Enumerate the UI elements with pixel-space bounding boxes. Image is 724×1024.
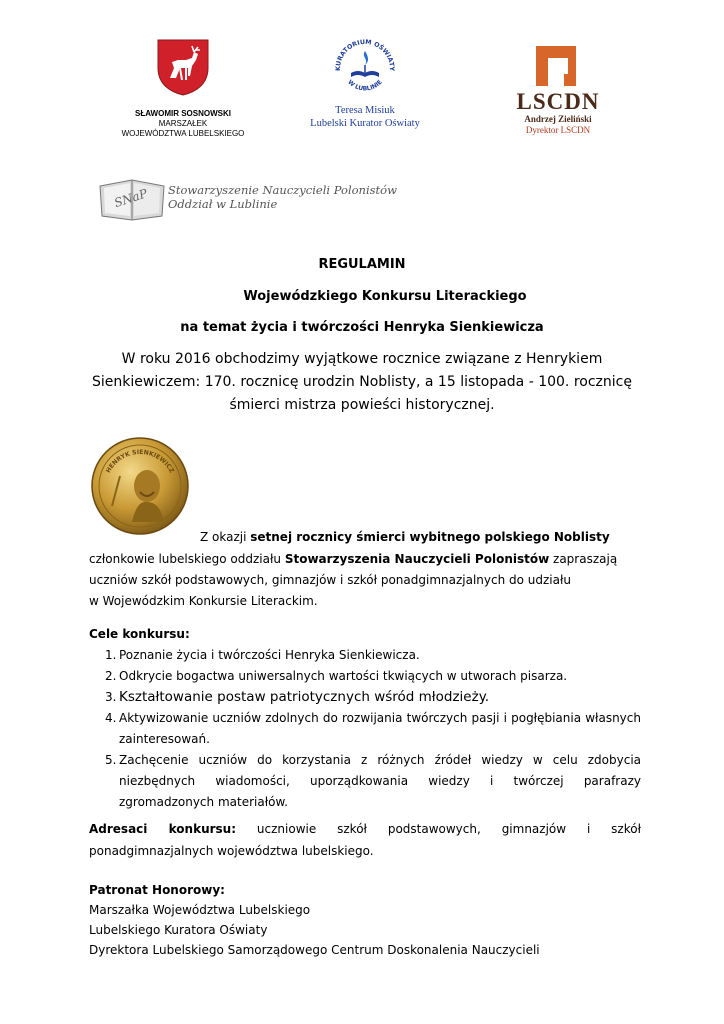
intro-line-3: śmierci mistrza powieści historycznej. bbox=[229, 397, 495, 413]
list-item bbox=[89, 666, 641, 687]
seal-bottom-text: W LUBLINIE bbox=[346, 78, 384, 93]
lscdn-logo-text: LSCDN bbox=[516, 89, 600, 114]
addressees-line-1 bbox=[89, 820, 641, 838]
occasion-text-1b: setnej rocznicy śmierci wybitnego polskiego Noblisty bbox=[250, 530, 610, 544]
occasion-text-2c: zapraszają bbox=[549, 552, 618, 566]
association-branch: Oddział w Lublinie bbox=[168, 197, 278, 211]
lscdn-caption bbox=[503, 90, 613, 136]
list-item-number: 3. bbox=[105, 690, 117, 704]
marshal-caption bbox=[118, 108, 248, 139]
patronage-item-lscdn: Dyrektora Lubelskiego Samorządowego Centrum Doskonalenia Nauczycieli bbox=[89, 943, 540, 957]
list-item-number: 5. bbox=[105, 753, 117, 767]
goals-heading: Cele konkursu: bbox=[89, 627, 190, 641]
document-subtitle: Wojewódzkiego Konkursu Literackiego bbox=[243, 289, 527, 304]
addressees-line-2: ponadgimnazjalnych województwa lubelskiego. bbox=[89, 844, 374, 858]
lscdn-logo-icon bbox=[534, 44, 578, 88]
list-item bbox=[89, 708, 641, 750]
list-item-text: Kształtowanie postaw patriotycznych wśród młodzieży. bbox=[119, 689, 490, 705]
occasion-line-4: w Wojewódzkim Konkursie Literackim. bbox=[89, 594, 318, 608]
occasion-line-3: uczniów szkół podstawowych, gimnazjów i szkół ponadgimnazjalnych do udziału bbox=[89, 573, 572, 587]
list-item-number: 1. bbox=[105, 648, 117, 662]
document-topic: na temat życia i twórczości Henryka Sienkiewicza bbox=[180, 320, 544, 335]
seal-top-text: KURATORIUM OŚWIATY bbox=[334, 38, 396, 72]
marshal-name: SŁAWOMIR SOSNOWSKI bbox=[135, 109, 231, 118]
snap-book-logo-icon bbox=[96, 172, 168, 224]
patronage-item-marshal: Marszałka Województwa Lubelskiego bbox=[89, 903, 311, 917]
goals-list bbox=[89, 645, 641, 813]
lscdn-director-role: Dyrektor LSCDN bbox=[525, 125, 591, 135]
kuratorium-seal-icon bbox=[330, 31, 400, 101]
sienkiewicz-coin-icon bbox=[90, 436, 190, 536]
patronage-item-kurator: Lubelskiego Kuratora Oświaty bbox=[89, 923, 268, 937]
occasion-text-2b: Stowarzyszenia Nauczycieli Polonistów bbox=[284, 552, 550, 566]
coin-inscription: HENRYK SIENKIEWICZ bbox=[104, 448, 176, 475]
occasion-line-2 bbox=[89, 550, 617, 568]
svg-text:W LUBLINIE bbox=[346, 79, 383, 93]
occasion-line-1 bbox=[200, 528, 610, 546]
lscdn-director-name: Andrzej Zieliński bbox=[524, 114, 592, 124]
list-item-number: 2. bbox=[105, 669, 117, 683]
addressees-text-1: uczniowie szkół podstawowych, gimnazjów i szkół bbox=[256, 822, 642, 836]
list-item bbox=[89, 750, 641, 813]
list-item-text: Aktywizowanie uczniów zdolnych do rozwijania twórczych pasji i pogłębiania własnych zainteresowań. bbox=[119, 711, 641, 746]
list-item-number: 4. bbox=[105, 711, 117, 725]
list-item-text: Poznanie życia i twórczości Henryka Sienkiewicza. bbox=[119, 648, 420, 662]
kurator-role: Lubelski Kurator Oświaty bbox=[310, 118, 420, 129]
document-title: REGULAMIN bbox=[318, 257, 406, 272]
marshal-office: WOJEWÓDZTWA LUBELSKIEGO bbox=[121, 129, 245, 138]
marshal-role: MARSZAŁEK bbox=[158, 119, 208, 128]
kurator-caption bbox=[300, 104, 430, 130]
intro-paragraph bbox=[0, 348, 724, 417]
kurator-name: Teresa Misiuk bbox=[335, 105, 395, 116]
snap-logo-text: SNaP bbox=[112, 186, 150, 211]
patronage-heading: Patronat Honorowy: bbox=[89, 883, 225, 897]
intro-line-1: W roku 2016 obchodzimy wyjątkowe rocznice związane z Henrykiem bbox=[121, 351, 603, 367]
list-item-text: Odkrycie bogactwa uniwersalnych wartości tkwiących w utworach pisarza. bbox=[119, 669, 568, 683]
addressees-label: Adresaci konkursu: bbox=[89, 822, 237, 836]
intro-line-2: Sienkiewiczem: 170. rocznicę urodzin Noblisty, a 15 listopada - 100. rocznicę bbox=[92, 374, 632, 390]
association-name: Stowarzyszenie Nauczycieli Polonistów bbox=[168, 183, 397, 197]
lubelskie-coat-of-arms-icon bbox=[156, 38, 210, 96]
list-item bbox=[89, 645, 641, 666]
list-item-text: Zachęcenie uczniów do korzystania z różnych źródeł wiedzy w celu zdobycia niezbędnych wiadomości, uporządkowania wiedzy i twórczej parafrazy zgromadzonych materiałów. bbox=[119, 753, 641, 809]
occasion-text-2a: członkowie lubelskiego oddziału bbox=[89, 552, 285, 566]
occasion-text-1a: Z okazji bbox=[200, 530, 251, 544]
list-item bbox=[89, 687, 641, 708]
